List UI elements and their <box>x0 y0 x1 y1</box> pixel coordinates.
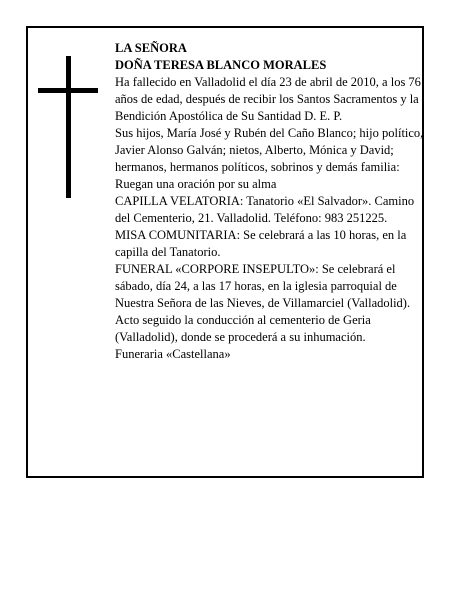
notice-heading: LA SEÑORA <box>115 41 187 55</box>
chapel-info: CAPILLA VELATORIA: Tanatorio «El Salvador». Camino del Cementerio, 21. Valladolid. Teléfono: 983 251225. <box>115 194 415 225</box>
obituary-notice <box>26 26 424 478</box>
cross-horizontal-bar <box>38 88 98 93</box>
cross-vertical-bar <box>66 56 71 198</box>
death-announcement: Ha fallecido en Valladolid el día 23 de abril de 2010, a los 76 años de edad, después de recibir los Santos Sacramentos y la Bendición Apostólica de Su Santidad D. E. P. <box>115 75 421 123</box>
mass-info: MISA COMUNITARIA: Se celebrará a las 10 horas, en la capilla del Tanatorio. <box>115 228 407 259</box>
deceased-name: DOÑA TERESA BLANCO MORALES <box>115 58 327 72</box>
funeral-home: Funeraria «Castellana» <box>115 347 231 361</box>
funeral-info: FUNERAL «CORPORE INSEPULTO»: Se celebrará el sábado, día 24, a las 17 horas, en la iglesia parroquial de Nuestra Señora de las Nieves, de Villamarciel (Valladolid). Acto seguido la conducción al cementerio de Geria (Valladolid), donde se procederá a su inhumación. <box>115 262 411 344</box>
prayer-request: Ruegan una oración por su alma <box>115 177 277 191</box>
cross-icon <box>38 56 98 198</box>
family-list: Sus hijos, María José y Rubén del Caño Blanco; hijo político, Javier Alonso Galván; nietos, Alberto, Mónica y David; hermanos, hermanos políticos, sobrinos y demás familia: <box>115 126 424 174</box>
notice-text <box>115 40 427 363</box>
